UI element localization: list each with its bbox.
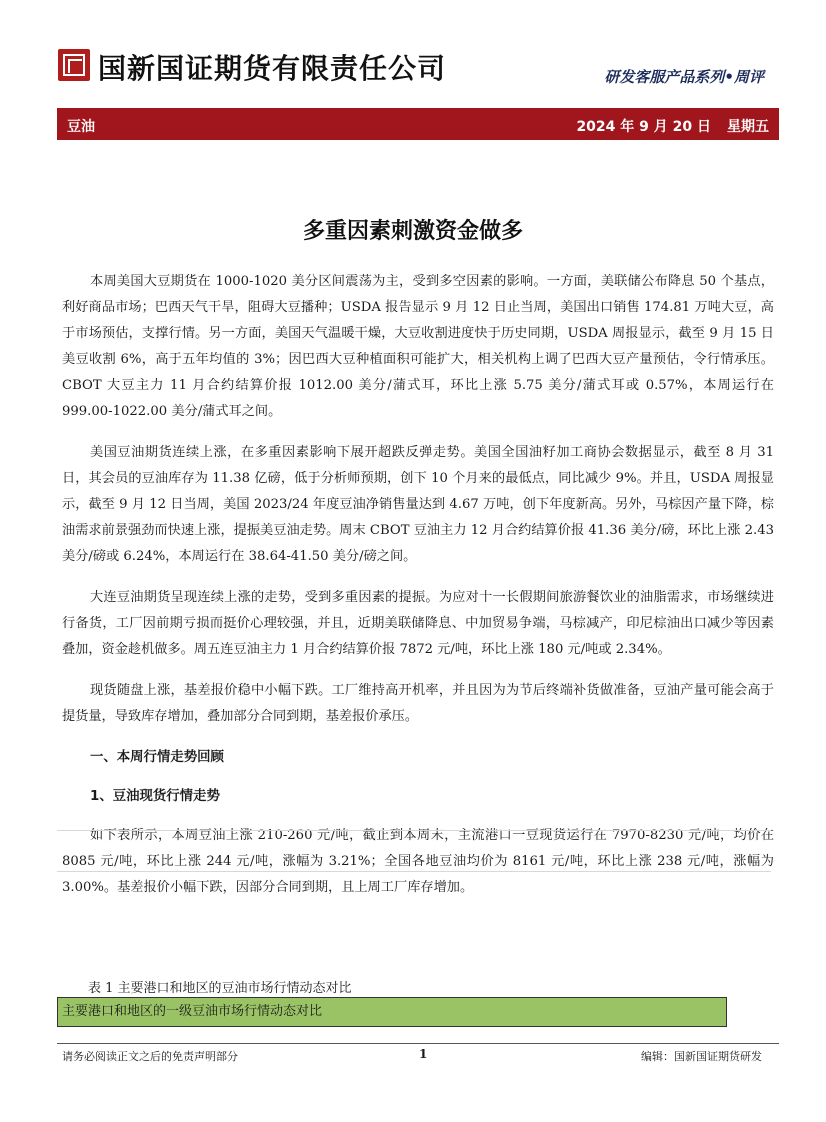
company-name: 国新国证期货有限责任公司 (98, 52, 447, 85)
paragraph-2: 美国豆油期货连续上涨，在多重因素影响下展开超跌反弹走势。美国全国油籽加工商协会数据显示，截至 8 月 31 日，其会员的豆油库存为 11.38 亿磅，低于分析师预期，创下 10 个月来的最低点，同比减少 9%。并且，USDA 周报显示，截至 9 月 12 日当周，美国 2023/24 年度豆油净销售量达到 4.67 万吨，创下年度新高。另外，马棕因产量下降，棕油需求前景强劲而快速上涨，提振美豆油走势。周末 CBOT 豆油主力 12 月合约结算价报 41.36 美分/磅，环比上涨 2.43 美分/磅或 6.24%，本周运行在 38.64-41.50 美分/磅之间。 (62, 445, 774, 564)
paragraph-5: 如下表所示，本周豆油上涨 210-260 元/吨，截止到本周末，主流港口一豆现货运行在 7970-8230 元/吨，均价在 8085 元/吨，环比上涨 244 元/吨，涨幅为 3.21%；全国各地豆油均价为 8161 元/吨，环比上涨 238 元/吨，涨幅为 3.00%。基差报价小幅下跌，因部分合同到期，且上周工厂库存增加。 (62, 828, 774, 895)
section-divider (57, 871, 771, 872)
category-label: 豆油 (67, 119, 95, 135)
section-heading-1-1: 1、豆油现货行情走势 (90, 789, 220, 804)
paragraph-1: 本周美国大豆期货在 1000-1020 美分区间震荡为主，受到多空因素的影响。一方面，美联储公布降息 50 个基点，利好商品市场；巴西天气干旱，阻碍大豆播种；USDA 报告显示 9 月 12 日止当周，美国出口销售 174.81 万吨大豆，高于市场预估，支撑行情。另一方面，美国天气温暖干燥，大豆收割进度快于历史同期，USDA 周报显示，截至 9 月 15 日美豆收割 6%，高于五年均值的 3%；因巴西大豆种植面积可能扩大，相关机构上调了巴西大豆产量预估，令行情承压。CBOT 大豆主力 11 月合约结算价报 1012.00 美分/蒲式耳，环比上涨 5.75 美分/蒲式耳或 0.57%，本周运行在 999.00-1022.00 美分/蒲式耳之间。 (62, 274, 774, 419)
report-series: 研发客服产品系列•周评 (604, 68, 764, 86)
paragraph-3: 大连豆油期货呈现连续上涨的走势，受到多重因素的提振。为应对十一长假期间旅游餐饮业的油脂需求，市场继续进行备货，工厂因前期亏损而挺价心理较强，并且，近期美联储降息、中加贸易争端，马棕减产，印尼棕油出口减少等因素叠加，资金趁机做多。周五连豆油主力 1 月合约结算价报 7872 元/吨，环比上涨 180 元/吨或 2.34%。 (62, 590, 774, 657)
page-number: 1 (419, 1047, 428, 1061)
footer-divider (57, 1043, 779, 1044)
weekday-text: 星期五 (727, 119, 769, 135)
company-logo (58, 49, 90, 81)
report-date (560, 116, 769, 136)
paragraph-4: 现货随盘上涨，基差报价稳中小幅下跌。工厂维持高开机率，并且因为为节后终端补货做准备，豆油产量可能会高于提货量，导致库存增加，叠加部分合同到期，基差报价承压。 (62, 683, 774, 724)
footer-editor: 编辑：国新国证期货研发 (641, 1050, 762, 1063)
date-text: 2024 年 9 月 20 日 (576, 119, 711, 135)
table-header: 主要港口和地区的一级豆油市场行情动态对比 (57, 997, 727, 1027)
header-band (57, 108, 779, 140)
section-heading-1: 一、本周行情走势回顾 (90, 750, 224, 765)
section-divider (57, 830, 771, 831)
report-body (62, 269, 774, 916)
table-caption: 表 1 主要港口和地区的豆油市场行情动态对比 (88, 981, 352, 996)
footer-disclaimer: 请务必阅读正文之后的免责声明部分 (62, 1050, 238, 1063)
report-title: 多重因素刺激资金做多 (302, 219, 523, 244)
